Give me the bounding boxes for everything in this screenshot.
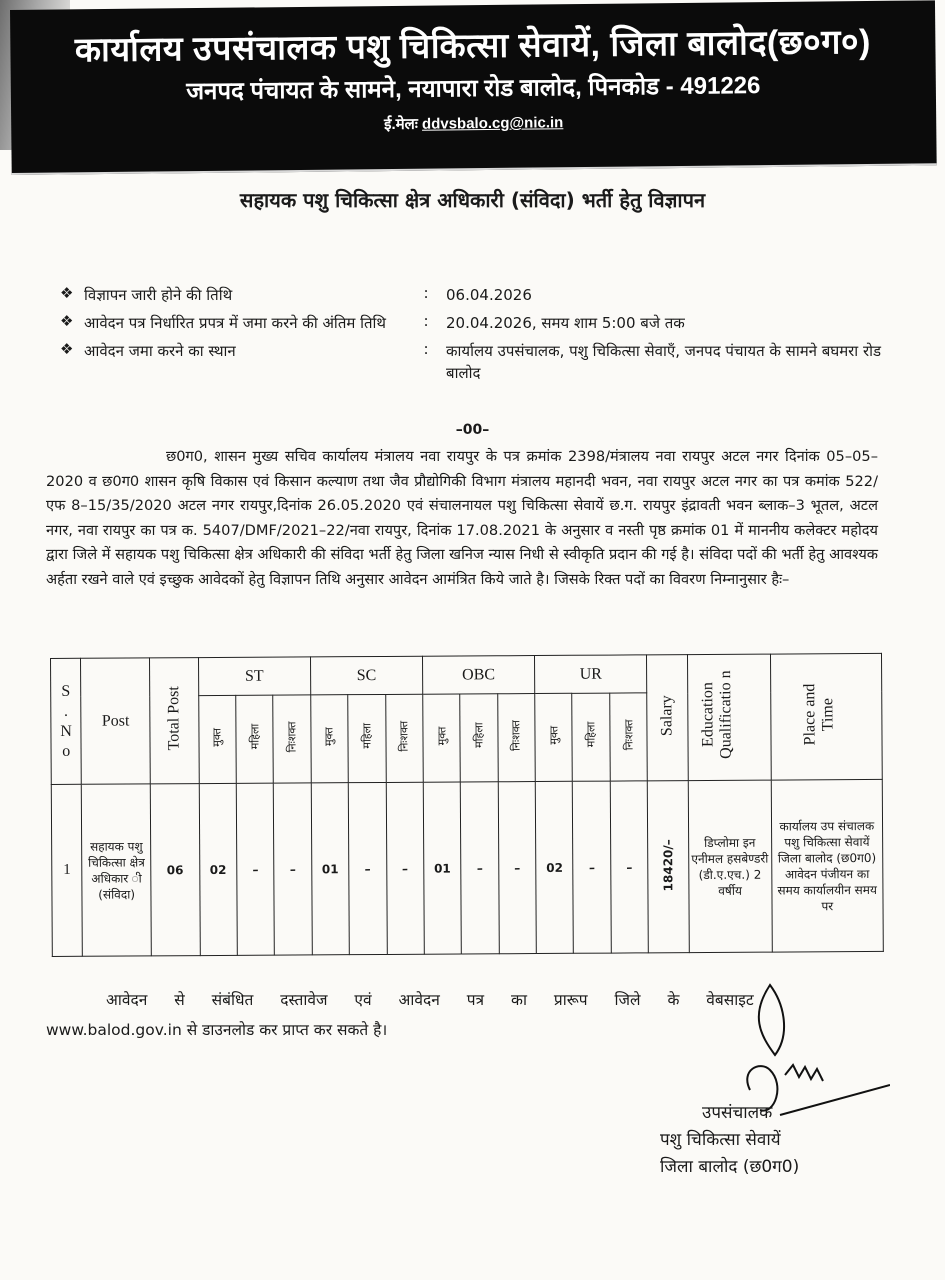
subheader-disabled <box>385 694 423 782</box>
subheader-disabled <box>273 695 311 783</box>
salary-label: Salary <box>658 694 676 736</box>
subheader-disabled <box>497 694 535 782</box>
vacancy-table <box>50 653 884 957</box>
diamond-bullet-icon: ❖ <box>60 312 74 330</box>
info-value: 06.04.2026 <box>446 286 532 304</box>
header-education <box>687 654 771 781</box>
sno-char: . <box>63 702 69 720</box>
email-label: ई.मेलः <box>384 115 418 134</box>
subcol-label: महिला <box>584 721 598 748</box>
diamond-bullet-icon: ❖ <box>60 284 74 302</box>
table-header-row <box>51 653 882 696</box>
subcol-label: मुक्त <box>322 726 336 746</box>
subcol-label: मुक्त <box>435 726 449 746</box>
section-divider: –00– <box>455 422 490 438</box>
office-address: जनपद पंचायत के सामने, नयापारा रोड बालोद, पिनकोड - 491226 <box>186 72 761 106</box>
subheader-free <box>423 694 461 782</box>
header-sno <box>51 658 82 784</box>
subcol-label: महिला <box>248 723 262 750</box>
subheader-women <box>572 693 610 781</box>
sno-char: o <box>62 742 71 760</box>
signatory-designation: उपसंचालक <box>702 1103 773 1123</box>
subheader-free <box>310 695 348 783</box>
diamond-bullet-icon: ❖ <box>60 340 74 358</box>
cell-ur-disabled: – <box>610 781 648 953</box>
subheader-free <box>535 693 573 781</box>
header-group-sc: SC <box>310 656 422 695</box>
email-link[interactable]: ddvsbalo.cg@nic.in <box>421 114 564 133</box>
body-paragraph: छ0ग0, शासन मुख्य सचिव कार्यालय मंत्रालय नवा रायपुर के पत्र क्रमांक 2398/मंत्रालय नवा रायपुर अटल नगर दिनांक 05–05–2020 व छ0ग0 शासन कृषि विकास एवं किसान कल्याण तथा जैव प्रौद्योगिकी विभाग मंत्रालय महानदी भवन, नवा रायपुर अटल नगर का पत्र कमांक 522/एफ 8–15/35/2020 अटल नगर रायपुर,दिनांक 26.05.2020 एवं संचालनायल पशु चिकित्सा सेवायें छ.ग. रायपुर इंद्रावती भवन ब्लाक–3 भूतल, अटल नगर, नवा रायपुर का पत्र क. 5407/DMF/2021–22/नवा रायपुर, दिनांक 17.08.2021 के अनुसार व नस्ती पृष्ठ क्रमांक 01 में माननीय कलेक्टर महोदय द्वारा जिले में सहायक पशु चिकित्सा क्षेत्र अधिकारी की संविदा भर्ती हेतु जिला खनिज न्यास निधी से स्वीकृति प्रदान की गई है। संविदा पदों की भर्ती हेतु आवश्यक अर्हता रखने वाले एवं इच्छुक आवेदकों हेतु विज्ञापन तिथि अनुसार आवेदन आमंत्रित किये जाते है। जिसके रिक्त पदों का विवरण निम्नानुसार हैः– <box>46 448 878 588</box>
total-post-label: Total Post <box>164 686 183 751</box>
header-post: Post <box>81 658 151 784</box>
cell-ur-women: – <box>573 781 611 953</box>
subcol-label: निःशक्त <box>509 719 523 751</box>
info-label: आवेदन पत्र निर्धारित प्रपत्र में जमा करने की अंतिम तिथि <box>84 314 387 332</box>
subcol-label: महिला <box>360 723 374 749</box>
cell-total-post: 06 <box>150 784 200 956</box>
letterhead <box>10 0 937 175</box>
info-item <box>60 284 890 306</box>
place-time-label: Place and Time <box>800 683 837 746</box>
education-label: Education Qualificatio n <box>698 670 735 760</box>
cell-salary <box>648 781 689 953</box>
subcol-label: निःशक्त <box>285 721 299 752</box>
download-note-rest: से डाउनलोड कर प्राप्त कर सकते है। <box>181 1021 388 1039</box>
subcol-label: निःशक्त <box>397 720 411 752</box>
header-group-ur: UR <box>535 655 647 694</box>
header-total-post <box>150 658 199 784</box>
key-dates-list <box>60 284 890 390</box>
info-colon: : <box>423 340 429 358</box>
cell-st-disabled: – <box>274 783 312 955</box>
cell-sc-free: 01 <box>311 783 349 955</box>
header-group-st: ST <box>198 657 310 696</box>
info-colon: : <box>423 312 429 330</box>
header-group-obc: OBC <box>422 656 534 695</box>
info-colon: : <box>423 284 429 302</box>
header-place-time <box>770 653 882 780</box>
subcol-label: महिला <box>472 722 486 749</box>
info-item <box>60 340 890 384</box>
email-line <box>11 108 936 138</box>
cell-post: सहायक पशु चिकित्सा क्षेत्र अधिकार ी (संविदा) <box>82 784 152 956</box>
cell-place-time: कार्यालय उप संचालक पशु चिकित्सा सेवायें जिला बालोद (छ0ग0) आवेदन पंजीयन का समय कार्यालयीन समय पर <box>771 779 883 952</box>
info-value: 20.04.2026, समय शाम 5:00 बजे तक <box>446 314 685 332</box>
download-note-line1: आवेदन से संबंधित दस्तावेज एवं आवेदन पत्र का प्रारूप जिले के वेबसाइट <box>106 991 754 1009</box>
vacancy-table-wrapper <box>50 653 884 957</box>
cell-obc-women: – <box>461 782 499 954</box>
info-label: विज्ञापन जारी होने की तिथि <box>84 286 233 304</box>
salary-value: 18420/– <box>661 839 676 892</box>
office-title: कार्यालय उपसंचालक पशु चिकित्सा सेवायें, जिला बालोद(छ०ग०) <box>74 22 872 70</box>
subheader-disabled <box>610 693 648 781</box>
info-value: कार्यालय उपसंचालक, पशु चिकित्सा सेवाएँ, जनपद पंचायत के सामने बघमरा रोड बालोद <box>446 342 881 382</box>
table-row <box>51 779 883 956</box>
subcol-label: मुक्त <box>547 725 561 745</box>
info-label: आवेदन जमा करने का स्थान <box>84 342 236 360</box>
signatory-district: जिला बालोद (छ0ग0) <box>660 1157 800 1177</box>
cell-ur-free: 02 <box>535 781 573 953</box>
cell-sno: 1 <box>51 784 82 956</box>
subheader-free <box>198 695 236 783</box>
cell-education: डिप्लोमा इन एनीमल हसबेण्डरी (डी.ए.एच.) 2 वर्षीय <box>688 780 772 953</box>
sno-char: N <box>60 722 72 740</box>
subcol-label: मुक्त <box>210 727 224 747</box>
info-item <box>60 312 890 334</box>
subcol-label: निःशक्त <box>621 719 636 750</box>
cell-st-women: – <box>236 783 274 955</box>
cell-obc-free: 01 <box>423 782 461 954</box>
cell-st-free: 02 <box>199 783 237 955</box>
subheader-women <box>460 694 498 782</box>
header-salary <box>647 655 688 781</box>
website-link[interactable]: www.balod.gov.in <box>46 1021 182 1039</box>
subheader-women <box>236 695 274 783</box>
cell-sc-disabled: – <box>386 782 424 954</box>
signatory-department: पशु चिकित्सा सेवायें <box>660 1130 781 1150</box>
cell-obc-disabled: – <box>498 782 536 954</box>
sno-char: S <box>61 682 71 700</box>
notice-title: सहायक पशु चिकित्सा क्षेत्र अधिकारी (संविदा) भर्ती हेतु विज्ञापन <box>239 188 706 212</box>
subheader-women <box>348 694 386 782</box>
cell-sc-women: – <box>348 782 386 954</box>
signature-block <box>660 1100 920 1181</box>
